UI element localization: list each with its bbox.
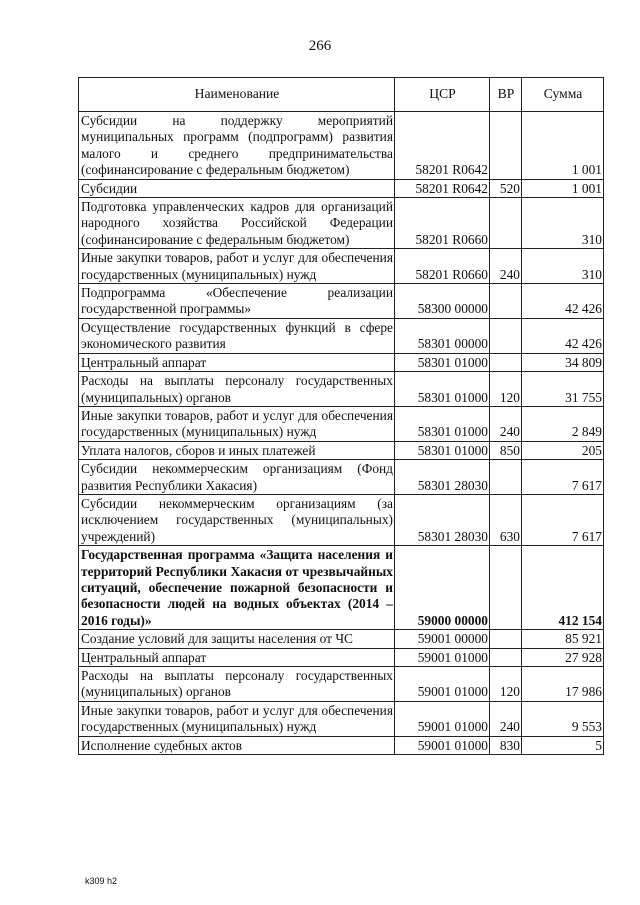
- row-name: Исполнение судебных актов: [79, 736, 395, 754]
- row-csr: 58300 00000: [395, 284, 490, 319]
- row-name: Подпрограмма «Обеспечение реализации государственной программы»: [79, 284, 395, 319]
- row-vr: [490, 648, 522, 666]
- table-row: [79, 630, 604, 648]
- row-name: Центральный аппарат: [79, 648, 395, 666]
- row-vr: 240: [490, 249, 522, 284]
- table-row: [79, 546, 604, 630]
- row-vr: [490, 460, 522, 495]
- row-name: Осуществление государственных функций в сфере экономического развития: [79, 318, 395, 353]
- row-sum: 42 426: [522, 318, 604, 353]
- row-vr: [490, 318, 522, 353]
- row-name: Иные закупки товаров, работ и услуг для обеспечения государственных (муниципальных) нужд: [79, 701, 395, 736]
- row-sum: 42 426: [522, 284, 604, 319]
- table-header-row: [79, 78, 604, 112]
- row-name: Уплата налогов, сборов и иных платежей: [79, 441, 395, 459]
- row-sum: 7 617: [522, 494, 604, 545]
- row-sum: 85 921: [522, 630, 604, 648]
- row-csr: 59001 01000: [395, 736, 490, 754]
- row-sum: 310: [522, 198, 604, 249]
- row-name: Расходы на выплаты персоналу государственных (муниципальных) органов: [79, 372, 395, 407]
- row-name: Иные закупки товаров, работ и услуг для обеспечения государственных (муниципальных) нужд: [79, 249, 395, 284]
- table-row: [79, 353, 604, 371]
- header-vr: ВР: [490, 78, 522, 112]
- row-csr: 58301 01000: [395, 353, 490, 371]
- row-sum: 9 553: [522, 701, 604, 736]
- row-sum: 1 001: [522, 179, 604, 197]
- row-name: Подготовка управленческих кадров для организаций народного хозяйства Российской Федерации (софинансирование с федеральным бюджетом): [79, 198, 395, 249]
- row-csr: 58201 R0660: [395, 249, 490, 284]
- row-csr: 58301 00000: [395, 318, 490, 353]
- row-vr: [490, 198, 522, 249]
- row-sum: 412 154: [522, 546, 604, 630]
- row-csr: 58301 28030: [395, 494, 490, 545]
- row-vr: 520: [490, 179, 522, 197]
- row-name: Центральный аппарат: [79, 353, 395, 371]
- row-sum: 17 986: [522, 667, 604, 702]
- table-row: [79, 406, 604, 441]
- row-csr: 58301 01000: [395, 372, 490, 407]
- row-csr: 59001 01000: [395, 648, 490, 666]
- row-csr: 59001 00000: [395, 630, 490, 648]
- table-row: [79, 249, 604, 284]
- row-vr: 120: [490, 667, 522, 702]
- row-name: Субсидии на поддержку мероприятий муниципальных программ (подпрограмм) развития малого и среднего предпринимательства (софинансирование с федеральным бюджетом): [79, 112, 395, 180]
- row-name: Субсидии: [79, 179, 395, 197]
- table-row: [79, 648, 604, 666]
- row-vr: [490, 284, 522, 319]
- row-csr: 58301 01000: [395, 406, 490, 441]
- row-sum: 310: [522, 249, 604, 284]
- table-row: [79, 494, 604, 545]
- row-sum: 2 849: [522, 406, 604, 441]
- row-csr: 58201 R0642: [395, 112, 490, 180]
- row-name: Иные закупки товаров, работ и услуг для обеспечения государственных (муниципальных) нужд: [79, 406, 395, 441]
- row-name: Субсидии некоммерческим организациям (Фонд развития Республики Хакасия): [79, 460, 395, 495]
- row-name: Расходы на выплаты персоналу государственных (муниципальных) органов: [79, 667, 395, 702]
- row-name: Создание условий для защиты населения от ЧС: [79, 630, 395, 648]
- row-vr: 240: [490, 701, 522, 736]
- row-vr: 630: [490, 494, 522, 545]
- row-csr: 58301 28030: [395, 460, 490, 495]
- header-csr: ЦСР: [395, 78, 490, 112]
- header-sum: Сумма: [522, 78, 604, 112]
- row-vr: [490, 112, 522, 180]
- table-row: [79, 460, 604, 495]
- row-sum: 1 001: [522, 112, 604, 180]
- row-csr: 59001 01000: [395, 701, 490, 736]
- row-vr: [490, 546, 522, 630]
- row-vr: 830: [490, 736, 522, 754]
- row-sum: 5: [522, 736, 604, 754]
- table-row: [79, 372, 604, 407]
- row-csr: 58301 01000: [395, 441, 490, 459]
- row-sum: 27 928: [522, 648, 604, 666]
- table-row: [79, 667, 604, 702]
- table-row: [79, 179, 604, 197]
- row-csr: 59001 01000: [395, 667, 490, 702]
- table-row: [79, 736, 604, 754]
- footer-code: k309 h2: [85, 876, 118, 886]
- row-sum: 205: [522, 441, 604, 459]
- row-vr: [490, 353, 522, 371]
- row-sum: 7 617: [522, 460, 604, 495]
- row-vr: 850: [490, 441, 522, 459]
- row-name: Субсидии некоммерческим организациям (за исключением государственных (муниципальных) учреждений): [79, 494, 395, 545]
- page-number: 266: [308, 38, 332, 54]
- row-csr: 58201 R0660: [395, 198, 490, 249]
- table-row: [79, 701, 604, 736]
- row-csr: 59000 00000: [395, 546, 490, 630]
- header-name: Наименование: [79, 78, 395, 112]
- row-sum: 31 755: [522, 372, 604, 407]
- row-vr: 240: [490, 406, 522, 441]
- table-row: [79, 318, 604, 353]
- budget-table: [78, 77, 604, 755]
- table-row: [79, 198, 604, 249]
- row-name: Государственная программа «Защита населения и территорий Республики Хакасия от чрезвычайных ситуаций, обеспечение пожарной безопасности и безопасности людей на водных объектах (2014 – 2016 годы)»: [79, 546, 395, 630]
- row-vr: [490, 630, 522, 648]
- table-row: [79, 284, 604, 319]
- table-row: [79, 112, 604, 180]
- row-csr: 58201 R0642: [395, 179, 490, 197]
- row-vr: 120: [490, 372, 522, 407]
- table-row: [79, 441, 604, 459]
- row-sum: 34 809: [522, 353, 604, 371]
